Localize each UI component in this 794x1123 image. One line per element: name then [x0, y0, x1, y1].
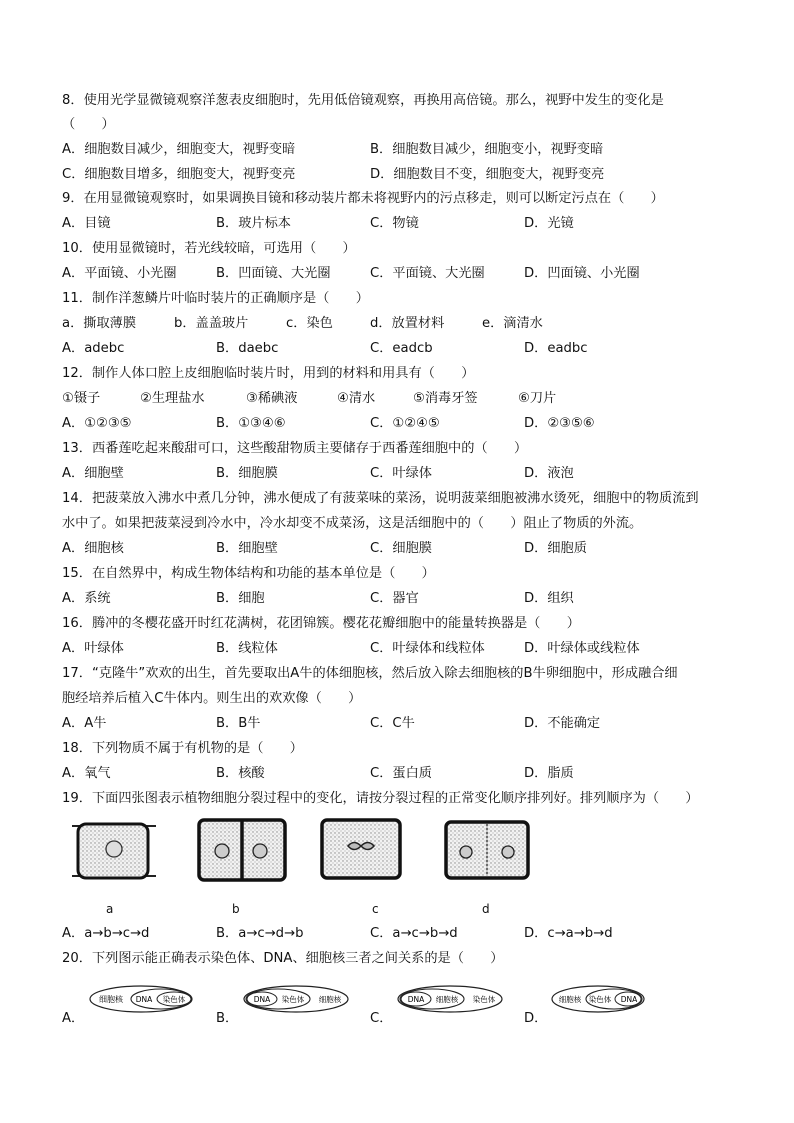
q11-step: d．放置材料: [370, 316, 445, 331]
q12-option-b[interactable]: B．①③④⑥: [216, 416, 286, 431]
q20-diagram-c: [396, 984, 504, 1014]
q20-diagram-a: [88, 984, 194, 1014]
q20-diagram-b: [242, 984, 350, 1014]
q8-option-a[interactable]: A．细胞数目减少，细胞变大，视野变暗: [62, 142, 296, 157]
q20-a-inner: 染色体: [162, 995, 186, 1004]
q20-c-middle: 细胞核: [435, 995, 459, 1004]
figure-label-a: a: [106, 902, 114, 916]
q11-step: a．撕取薄膜: [62, 316, 137, 331]
q20-d-inner: DNA: [620, 995, 638, 1004]
q20-b-outer: 细胞核: [318, 995, 342, 1004]
q15-stem: 15．在自然界中，构成生物体结构和功能的基本单位是（ ）: [62, 566, 435, 581]
q14-stem-cont: 水中了。如果把菠菜浸到冷水中，冷水却变不成菜汤，这是活细胞中的（ ）阻止了物质的外流。: [62, 516, 643, 531]
q20-c-outer: 染色体: [472, 995, 496, 1004]
q12-option-c[interactable]: C．①②④⑤: [370, 416, 440, 431]
q16-option-b[interactable]: B．线粒体: [216, 641, 278, 656]
q12-item: ③稀碘液: [246, 391, 298, 406]
q14-stem: 14．把菠菜放入沸水中煮几分钟，沸水便成了有菠菜味的菜汤，说明菠菜细胞被沸水烫死，细胞中的物质流到: [62, 491, 699, 506]
q13-option-a[interactable]: A．细胞壁: [62, 466, 124, 481]
q18-option-c[interactable]: C．蛋白质: [370, 766, 432, 781]
figure-label-d: d: [482, 902, 490, 916]
q13-option-c[interactable]: C．叶绿体: [370, 466, 432, 481]
q13-option-b[interactable]: B．细胞膜: [216, 466, 278, 481]
q13-option-d[interactable]: D．液泡: [524, 466, 574, 481]
q9-stem: 9．在用显微镜观察时，如果调换目镜和移动装片都未将视野内的污点移走，则可以断定污点在（ ）: [62, 191, 664, 206]
q10-option-c[interactable]: C．平面镜、大光圈: [370, 266, 485, 281]
q18-option-a[interactable]: A．氧气: [62, 766, 111, 781]
q8-stem-bracket: （ ）: [62, 117, 115, 132]
q15-option-c[interactable]: C．器官: [370, 591, 419, 606]
q11-option-b[interactable]: B．daebc: [216, 341, 279, 356]
q17-option-b[interactable]: B．B牛: [216, 716, 261, 731]
q19-stem: 19．下面四张图表示植物细胞分裂过程中的变化，请按分裂过程的正常变化顺序排列好。排列顺序为（ ）: [62, 791, 699, 806]
figure-label-b: b: [232, 902, 240, 916]
q11-option-d[interactable]: D．eadbc: [524, 341, 588, 356]
q11-step: e．滴清水: [482, 316, 543, 331]
q8-option-c[interactable]: C．细胞数目增多，细胞变大，视野变亮: [62, 167, 296, 182]
q13-stem: 13．西番莲吃起来酸甜可口，这些酸甜物质主要储存于西番莲细胞中的（ ）: [62, 441, 528, 456]
q16-stem: 16．腾冲的冬樱花盛开时红花满树，花团锦簇。樱花花瓣细胞中的能量转换器是（ ）: [62, 616, 580, 631]
q18-option-d[interactable]: D．脂质: [524, 766, 574, 781]
q8-stem: 8．使用光学显微镜观察洋葱表皮细胞时，先用低倍镜观察，再换用高倍镜。那么，视野中发生的变化是: [62, 93, 664, 108]
q19-option-a[interactable]: A．a→b→c→d: [62, 926, 150, 941]
q10-stem: 10．使用显微镜时，若光线较暗，可选用（ ）: [62, 241, 356, 256]
q17-option-a[interactable]: A．A牛: [62, 716, 107, 731]
q15-option-d[interactable]: D．组织: [524, 591, 574, 606]
figure-label-c: c: [372, 902, 379, 916]
q12-stem: 12．制作人体口腔上皮细胞临时装片时，用到的材料和用具有（ ）: [62, 366, 475, 381]
cell-division-figure-d: [442, 818, 532, 884]
q17-stem-cont: 胞经培养后植入C牛体内。则生出的欢欢像（ ）: [62, 691, 362, 706]
q19-option-b[interactable]: B．a→c→d→b: [216, 926, 304, 941]
q20-option-a[interactable]: A．: [62, 1011, 85, 1026]
q9-option-a[interactable]: A．目镜: [62, 216, 111, 231]
q10-option-d[interactable]: D．凹面镜、小光圈: [524, 266, 640, 281]
q15-option-a[interactable]: A．系统: [62, 591, 111, 606]
q12-item: ①镊子: [62, 391, 101, 406]
q8-option-d[interactable]: D．细胞数目不变，细胞变大，视野变亮: [370, 167, 605, 182]
q11-option-a[interactable]: A．adebc: [62, 341, 125, 356]
cell-division-figure-a: [70, 818, 158, 884]
q12-item: ②生理盐水: [140, 391, 205, 406]
q20-b-middle: 染色体: [281, 995, 305, 1004]
cell-division-figure-b: [196, 815, 288, 885]
q20-d-outer: 细胞核: [558, 995, 582, 1004]
q12-option-d[interactable]: D．②③⑤⑥: [524, 416, 595, 431]
q16-option-a[interactable]: A．叶绿体: [62, 641, 124, 656]
q8-option-b[interactable]: B．细胞数目减少，细胞变小，视野变暗: [370, 142, 604, 157]
q9-option-b[interactable]: B．玻片标本: [216, 216, 291, 231]
q14-option-d[interactable]: D．细胞质: [524, 541, 587, 556]
q20-d-middle: 染色体: [588, 995, 612, 1004]
q10-option-b[interactable]: B．凹面镜、大光圈: [216, 266, 331, 281]
q20-stem: 20．下列图示能正确表示染色体、DNA、细胞核三者之间关系的是（ ）: [62, 951, 504, 966]
q11-step: b．盖盖玻片: [174, 316, 249, 331]
q17-stem: 17．“克隆牛”欢欢的出生，首先要取出A牛的体细胞核，然后放入除去细胞核的B牛卵细胞中，形成融合细: [62, 666, 678, 681]
q11-stem: 11．制作洋葱鳞片叶临时装片的正确顺序是（ ）: [62, 291, 369, 306]
q19-option-d[interactable]: D．c→a→b→d: [524, 926, 613, 941]
q12-item: ④清水: [337, 391, 376, 406]
q20-diagram-d: [550, 984, 646, 1014]
q16-option-d[interactable]: D．叶绿体或线粒体: [524, 641, 640, 656]
q20-c-inner: DNA: [407, 995, 425, 1004]
q14-option-b[interactable]: B．细胞壁: [216, 541, 278, 556]
q11-step: c．染色: [286, 316, 333, 331]
q20-a-middle: DNA: [135, 995, 153, 1004]
q12-item: ⑥刀片: [518, 391, 557, 406]
q14-option-a[interactable]: A．细胞核: [62, 541, 124, 556]
q9-option-d[interactable]: D．光镜: [524, 216, 574, 231]
q15-option-b[interactable]: B．细胞: [216, 591, 265, 606]
q20-option-d[interactable]: D．: [524, 1011, 548, 1026]
q19-option-c[interactable]: C．a→c→b→d: [370, 926, 458, 941]
q12-item: ⑤消毒牙签: [413, 391, 478, 406]
q17-option-c[interactable]: C．C牛: [370, 716, 415, 731]
q16-option-c[interactable]: C．叶绿体和线粒体: [370, 641, 485, 656]
q20-option-b[interactable]: B．: [216, 1011, 239, 1026]
cell-division-figure-c: [318, 816, 404, 884]
q14-option-c[interactable]: C．细胞膜: [370, 541, 432, 556]
q10-option-a[interactable]: A．平面镜、小光圈: [62, 266, 177, 281]
q17-option-d[interactable]: D．不能确定: [524, 716, 601, 731]
q12-option-a[interactable]: A．①②③⑤: [62, 416, 132, 431]
q18-option-b[interactable]: B．核酸: [216, 766, 265, 781]
q9-option-c[interactable]: C．物镜: [370, 216, 419, 231]
q18-stem: 18．下列物质不属于有机物的是（ ）: [62, 741, 303, 756]
q11-option-c[interactable]: C．eadcb: [370, 341, 433, 356]
q20-a-outer: 细胞核: [99, 995, 123, 1004]
q20-b-inner: DNA: [253, 995, 271, 1004]
q20-option-c[interactable]: C．: [370, 1011, 393, 1026]
